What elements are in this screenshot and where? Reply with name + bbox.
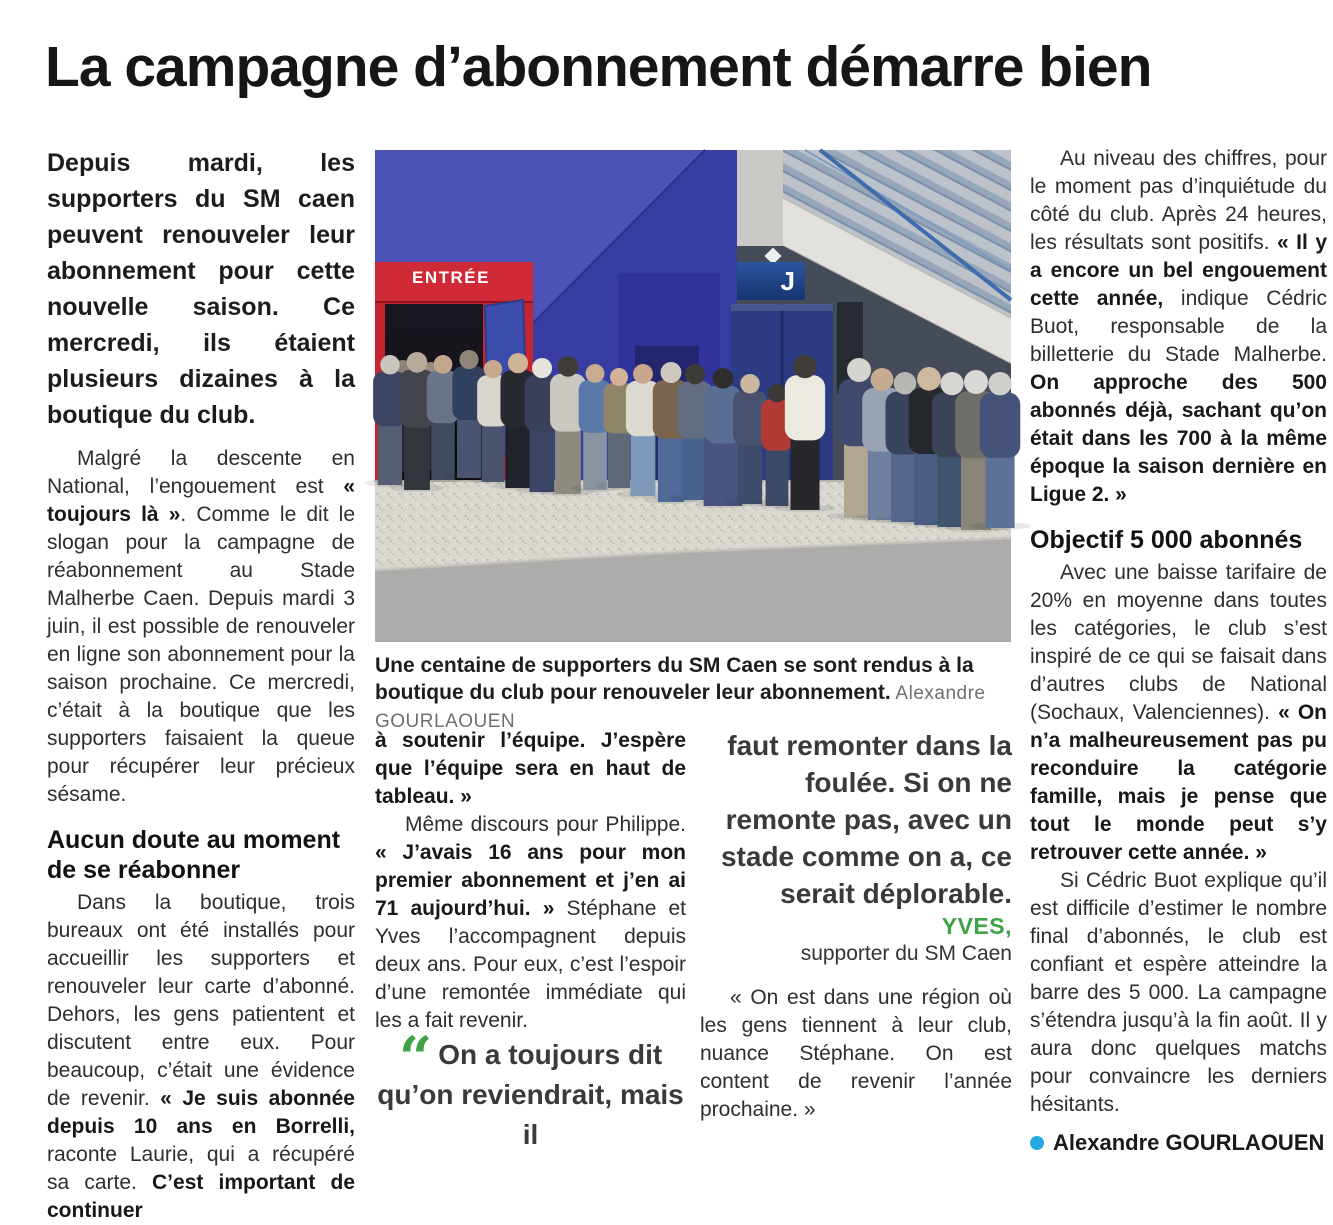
- caption-text: Une centaine de supporters du SM Caen se sont rendus à la boutique du club pour renouveler leur abonnement.: [375, 654, 974, 704]
- section-heading: Aucun doute au moment de se réabonner: [47, 826, 341, 884]
- quote-author-role: supporter du SM Caen: [800, 942, 1012, 965]
- quote-open-icon: “: [398, 1024, 429, 1092]
- lead-paragraph: Depuis mardi, les supporters du SM caen peuvent renouveler leur abonnement pour cette nouvelle saison. Ce mercredi, ils étaient plusieurs dizaines à la boutique du club.: [47, 149, 355, 429]
- paragraph: « On est dans une région où les gens tiennent à leur club, nuance Stéphane. On est content de revenir l’année prochaine. »: [700, 986, 1012, 1121]
- text-run: Dans la boutique, trois bureaux ont été installés pour accueillir les supporters et renouveler leur carte d’abonné. Dehors, les gens patientent et discutent entre eux. Pour beaucoup, c’était une évidence de revenir.: [47, 891, 355, 1110]
- column-1: [47, 145, 356, 1222]
- article-photo: [375, 150, 1011, 642]
- paragraph: [1030, 559, 1327, 867]
- paragraph: [375, 811, 686, 1035]
- column-3: [700, 727, 1012, 1142]
- caption-credit: Alexandre GOURLAOUEN: [375, 683, 986, 732]
- paragraph: [1030, 145, 1327, 509]
- pull-quote-end: faut remonter dans la foulée. Si on ne remonte pas, avec un stade comme on a, ce serait déplorable.: [720, 730, 1012, 909]
- text-run: C’est important de continuer: [47, 1171, 356, 1222]
- text-run: indique Cédric Buot, responsable de la billetterie du Stade Malherbe.: [1030, 287, 1327, 366]
- paragraph: [47, 889, 355, 1225]
- text-run: Stéphane et Yves l’accompagnent depuis deux ans. Pour eux, c’est l’espoir d’une remontée immédiate qui les a fait revenir.: [375, 897, 686, 1032]
- text-run: Malgré la descente en National, l’engouement est: [47, 447, 355, 498]
- text-run: « On n’a malheureusement pas pu reconduire la catégorie famille, mais je pense que tout le monde peut s’y retrouver cette année. »: [1030, 701, 1327, 864]
- text-run: « toujours là »: [47, 475, 355, 526]
- photo-illustration: [375, 150, 1011, 642]
- paragraph: Si Cédric Buot explique qu’il est difficile d’estimer le nombre final d’abonnés, le club est confiant et espère atteindre la barre des 5 000. La campagne s’étendra jusqu’à la fin août. Il y aura donc quelques matchs pour convaincre les derniers hésitants.: [1030, 869, 1327, 1116]
- column-4: [1030, 145, 1327, 1155]
- byline-name: Alexandre GOURLAOUEN: [1053, 1130, 1325, 1155]
- paragraph: à soutenir l’équipe. J’espère que l’équipe sera en haut de tableau. »: [375, 729, 686, 808]
- entree-sign: ENTRÉE: [412, 268, 490, 287]
- text-run: « Je suis abonnée depuis 10 ans en Borrelli,: [47, 1087, 355, 1138]
- paragraph: [47, 445, 355, 809]
- text-run: Avec une baisse tarifaire de 20% en moyenne dans toutes les catégories, le club s’est inspiré de ce qui se faisait dans d’autres clubs de National (Sochaux, Valenciennes).: [1030, 561, 1327, 724]
- text-run: On approche des 500 abonnés déjà, sachant qu’on était dans les 700 à la même époque la saison dernière en Ligue 2. »: [1030, 371, 1327, 506]
- column-2: [375, 727, 686, 1150]
- photo-caption: [375, 652, 1011, 735]
- text-run: « J’avais 16 ans pour mon premier abonnement et j’en ai 71 aujourd’hui. »: [375, 841, 686, 920]
- author-byline: [1030, 1129, 1327, 1157]
- text-run: Au niveau des chiffres, pour le moment pas d’inquiétude du côté du club. Après 24 heures, les résultats sont positifs.: [1030, 147, 1327, 254]
- pull-quote-start: [375, 1024, 686, 1155]
- text-run: Même discours pour Philippe.: [405, 813, 686, 836]
- stand-j-letter: J: [780, 265, 795, 296]
- text-run: raconte Laurie, qui a récupéré sa carte.: [47, 1143, 355, 1194]
- text-run: « Il y a encore un bel engouement cette année,: [1030, 231, 1327, 310]
- quote-author: YVES,: [941, 913, 1012, 939]
- byline-bullet-icon: [1030, 1136, 1044, 1150]
- pull-quote-text: On a toujours dit qu’on reviendrait, mais il: [377, 1039, 684, 1150]
- stand-j-sign: [737, 262, 805, 300]
- section-heading: Objectif 5 000 abonnés: [1030, 526, 1303, 554]
- article-title: La campagne d’abonnement démarre bien: [45, 35, 1152, 99]
- text-run: . Comme le dit le slogan pour la campagne de réabonnement au Stade Malherbe Caen. Depuis mardi 3 juin, il est possible de renouveler en ligne son abonnement pour la saison prochaine. Ce mercredi, c’était à la boutique que les supporters faisaient la queue pour récupérer leur précieux sésame.: [47, 503, 355, 806]
